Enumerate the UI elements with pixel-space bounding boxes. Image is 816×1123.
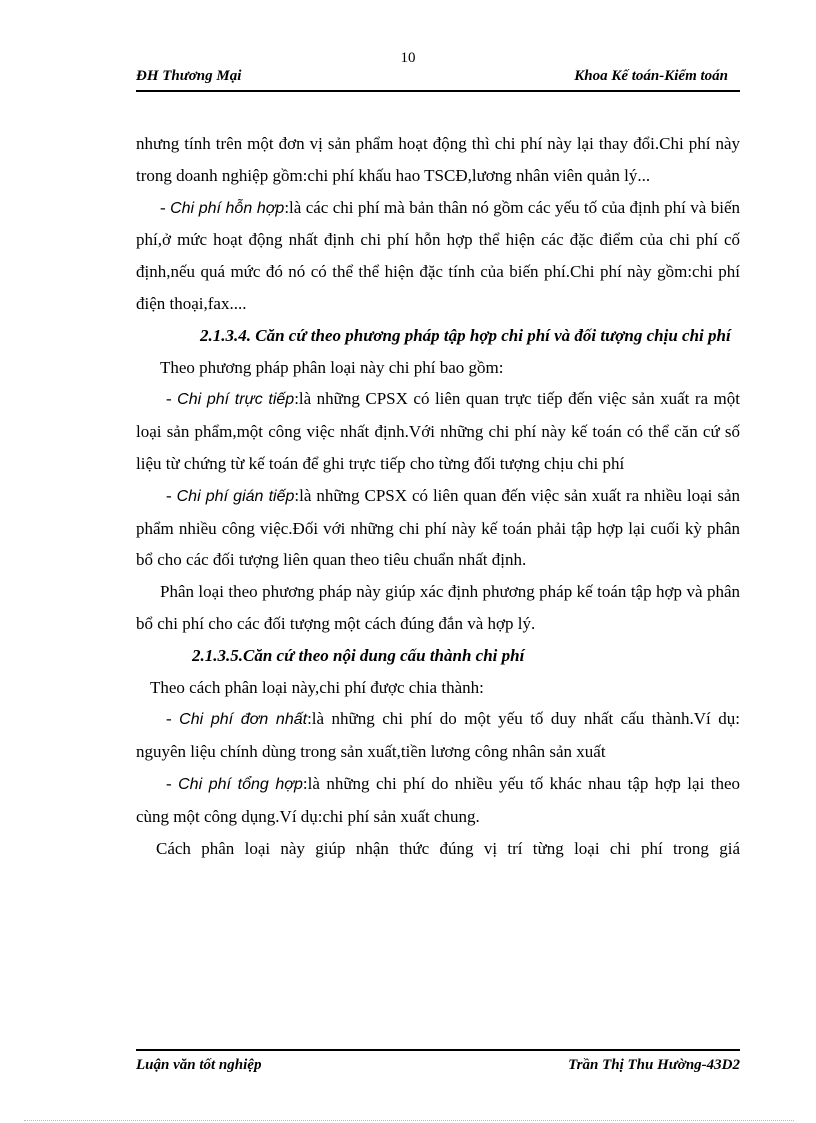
term-indirect-cost: Chi phí gián tiếp	[176, 487, 295, 505]
paragraph-text: :là các chi phí mà bản thân nó gồm các yếu tố của định phí và biến phí,ở mức hoạt động nhất định chi phí hỗn hợp thể hiện các đặc điểm của chi phí cố định,nếu quá mức đó nó có thể thể hiện đặc tính của biến phí.Chi phí này gồm:chi phí điện thoại,fax....	[136, 197, 741, 313]
page-number: 10	[400, 50, 416, 66]
paragraph: Theo cách phân loại này,chi phí được chia thành:	[150, 677, 484, 697]
header-faculty: Khoa Kế toán-Kiểm toán	[574, 68, 728, 84]
page-footer	[136, 1049, 740, 1077]
bullet-prefix: -	[166, 389, 178, 409]
bullet-prefix: -	[166, 709, 180, 729]
section-heading: 2.1.3.5.Căn cứ theo nội dung cấu thành chi phí	[192, 645, 525, 665]
paragraph: Theo phương pháp phân loại này chi phí bao gồm:	[160, 357, 504, 377]
paragraph	[136, 480, 740, 576]
paragraph	[136, 703, 740, 768]
paragraph-text: :là những CPSX có liên quan đến việc sản xuất ra nhiều loại sản phẩm nhiều công việc.Đối với những chi phí này kế toán phải tập hợp lại cuối kỳ phân bổ cho các đối tượng liên quan theo tiêu chuẩn nhất định.	[136, 485, 740, 570]
document-body	[136, 128, 740, 864]
term-mixed-cost: Chi phí hỗn hợp	[170, 199, 285, 217]
section-heading: 2.1.3.4. Căn cứ theo phương pháp tập hợp chi phí và đối tượng chịu chi phí	[200, 325, 731, 345]
paragraph	[136, 768, 740, 833]
paragraph: Phân loại theo phương pháp này giúp xác định phương pháp kế toán tập hợp và phân bổ chi phí cho các đối tượng một cách đúng đắn và hợp lý.	[136, 582, 740, 633]
paragraph: nhưng tính trên một đơn vị sản phẩm hoạt động thì chi phí này lại thay đổi.Chi phí này trong doanh nghiệp gồm:chi phí khấu hao TSCĐ,lương nhân viên quản lý...	[136, 134, 740, 185]
bullet-prefix: -	[166, 485, 177, 505]
page-header	[136, 66, 740, 92]
footer-author: Trần Thị Thu Hường-43D2	[568, 1057, 740, 1073]
term-composite-cost: Chi phí tổng hợp	[178, 775, 303, 793]
paragraph	[136, 192, 740, 320]
paragraph	[136, 383, 740, 479]
bullet-prefix: -	[160, 197, 171, 217]
term-direct-cost: Chi phí trực tiếp	[177, 391, 295, 409]
header-university: ĐH Thương Mại	[136, 68, 242, 84]
term-single-cost: Chi phí đơn nhất	[179, 711, 308, 729]
paragraph-text: :là những CPSX có liên quan trực tiếp đến việc sản xuất ra một loại sản phẩm,một công việc nhất định.Với những chi phí này kế toán có thể căn cứ số liệu từ chứng từ kế toán để ghi trực tiếp cho từng đối tượng chịu chi phí	[136, 389, 740, 473]
footer-thesis-label: Luận văn tốt nghiệp	[136, 1057, 262, 1073]
paragraph-text: :là những chi phí do nhiều yếu tố khác nhau tập hợp lại theo cùng một công dụng.Ví dụ:chi phí sản xuất chung.	[136, 773, 741, 826]
paragraph: Cách phân loại này giúp nhận thức đúng vị trí từng loại chi phí trong giá	[156, 838, 740, 858]
bullet-prefix: -	[166, 773, 179, 793]
page-edge-divider	[24, 1120, 794, 1121]
paragraph-text: :là những chi phí do một yếu tố duy nhất cấu thành.Ví dụ: nguyên liệu chính dùng trong sản xuất,tiền lương công nhân sản xuất	[136, 709, 740, 762]
